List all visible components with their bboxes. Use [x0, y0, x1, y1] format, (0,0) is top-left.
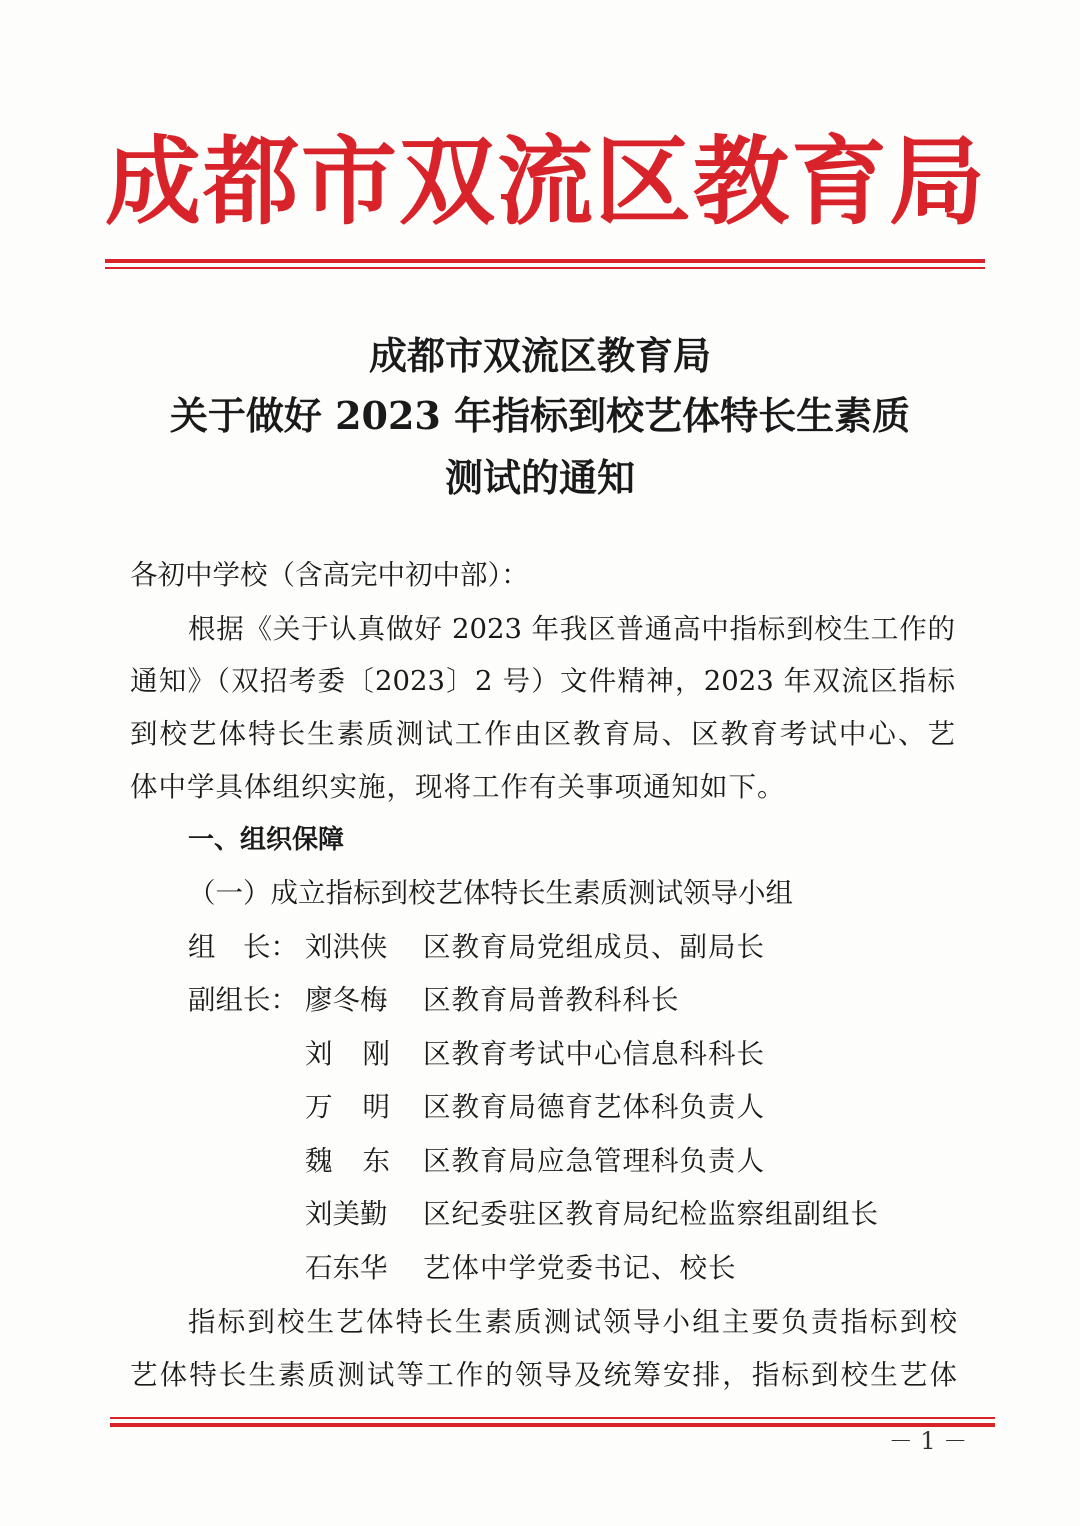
- intro-paragraph-line-4: 体中学具体组织实施，现将工作有关事项通知如下。: [130, 771, 786, 803]
- member-name: 魏东: [305, 1145, 420, 1177]
- subsection-heading-leading-group: （一）成立指标到校艺体特长生素质测试领导小组: [188, 877, 793, 909]
- issuing-authority-masthead: 成都市双流区教育局: [105, 126, 987, 238]
- document-title-line-1: 成都市双流区教育局: [368, 333, 711, 378]
- member-duty: 艺体中学党委书记、校长: [423, 1252, 737, 1284]
- closing-paragraph-line-1: 指标到校生艺体特长生素质测试领导小组主要负责指标到校: [188, 1306, 957, 1338]
- member-role: 副组长：: [188, 984, 298, 1016]
- member-name: 刘美勤: [305, 1198, 388, 1230]
- member-duty: 区纪委驻区教育局纪检监察组副组长: [423, 1198, 879, 1230]
- masthead-red-rule-thin: [105, 267, 985, 269]
- intro-paragraph-line-2: 通知》（双招考委〔2023〕2 号）文件精神，2023 年双流区指标: [130, 665, 955, 697]
- section-heading-organization: 一、组织保障: [188, 825, 345, 855]
- member-duty: 区教育局德育艺体科负责人: [423, 1091, 765, 1123]
- closing-paragraph-line-2: 艺体特长生素质测试等工作的领导及统筹安排，指标到校生艺体: [130, 1359, 957, 1391]
- member-name: 刘洪侠: [305, 931, 388, 963]
- document-title-line-3: 测试的通知: [444, 455, 635, 500]
- member-name: 万明: [305, 1091, 420, 1123]
- member-duty: 区教育局普教科科长: [423, 984, 680, 1016]
- salutation: 各初中学校（含高完中初中部）：: [130, 559, 529, 591]
- intro-paragraph-line-3: 到校艺体特长生素质测试工作由区教育局、区教育考试中心、艺: [130, 718, 955, 750]
- member-name: 廖冬梅: [305, 984, 388, 1016]
- intro-paragraph-line-1: 根据《关于认真做好 2023 年我区普通高中指标到校生工作的: [188, 613, 955, 645]
- member-duty: 区教育局党组成员、副局长: [423, 931, 765, 963]
- page-number: － 1 －: [888, 1427, 968, 1455]
- document-title-line-2: 关于做好 2023 年指标到校艺体特长生素质: [169, 393, 911, 438]
- member-duty: 区教育考试中心信息科科长: [423, 1038, 765, 1070]
- footer-red-rule-thick: [110, 1423, 995, 1427]
- footer-red-rule-thin: [110, 1417, 995, 1419]
- member-name: 刘刚: [305, 1038, 420, 1070]
- member-name: 石东华: [305, 1252, 388, 1284]
- member-role: 组 长：: [188, 931, 298, 963]
- member-duty: 区教育局应急管理科负责人: [423, 1145, 765, 1177]
- masthead-red-rule-thick: [105, 259, 985, 263]
